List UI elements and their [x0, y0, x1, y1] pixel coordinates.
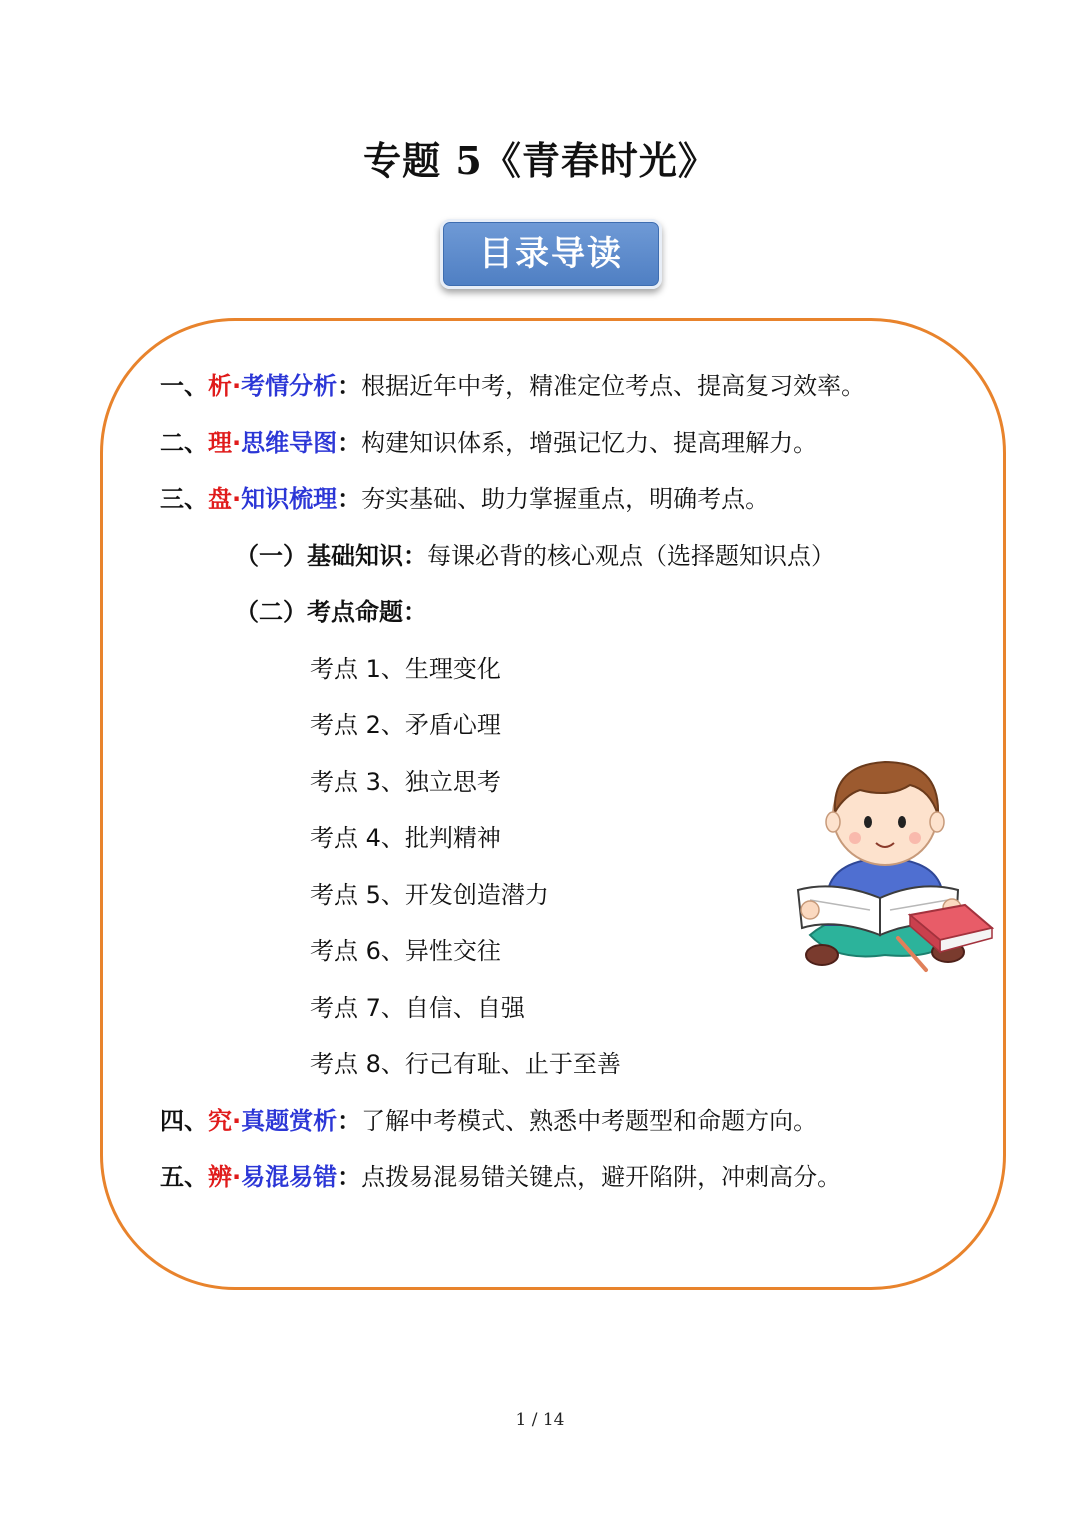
section-2-desc: 构建知识体系，增强记忆力、提高理解力。	[361, 429, 818, 457]
section-2-num: 二、	[160, 429, 208, 457]
section-1-key: 析	[208, 372, 232, 400]
section-1-desc: 根据近年中考，精准定位考点、提高复习效率。	[361, 372, 866, 400]
section-3-desc: 夯实基础、助力掌握重点，明确考点。	[361, 485, 770, 513]
section-2-colon: ：	[337, 429, 362, 457]
kaodian-item: 考点 8、行己有耻、止于至善	[310, 1050, 621, 1078]
section-4-num: 四、	[160, 1107, 208, 1135]
section-5-desc: 点拨易混易错关键点，避开陷阱，冲刺高分。	[361, 1163, 842, 1191]
section-5-name: 易混易错	[241, 1163, 338, 1191]
section-3	[160, 483, 769, 515]
section-4	[160, 1105, 817, 1137]
section-4-desc: 了解中考模式、熟悉中考题型和命题方向。	[361, 1107, 818, 1135]
kaodian-item: 考点 4、批判精神	[310, 824, 501, 852]
section-2-key: 理	[208, 429, 232, 457]
section-3-name: 知识梳理	[241, 485, 338, 513]
section-5-colon: ：	[337, 1163, 362, 1191]
kaodian-item: 考点 6、异性交往	[310, 937, 501, 965]
section-4-key: 究	[208, 1107, 232, 1135]
kaodian-item: 考点 1、生理变化	[310, 655, 501, 683]
toc-badge: 目录导读	[440, 219, 662, 289]
sub-item-2-label: （二）考点命题：	[235, 598, 427, 626]
section-4-dot: ·	[232, 1107, 242, 1135]
kaodian-item: 考点 2、矛盾心理	[310, 711, 501, 739]
section-2-dot: ·	[232, 429, 242, 457]
kaodian-item: 考点 5、开发创造潜力	[310, 881, 549, 909]
reading-boy-illustration	[780, 740, 995, 975]
section-1-name: 考情分析	[241, 372, 338, 400]
section-5-num: 五、	[160, 1163, 208, 1191]
section-3-dot: ·	[232, 485, 242, 513]
page-title: 专题 5《青春时光》	[363, 138, 717, 183]
section-5-key: 辨	[208, 1163, 232, 1191]
page-number: 1 / 14	[515, 1410, 565, 1430]
kaodian-item: 考点 3、独立思考	[310, 768, 501, 796]
section-1-num: 一、	[160, 372, 208, 400]
section-4-name: 真题赏析	[241, 1107, 338, 1135]
section-3-num: 三、	[160, 485, 208, 513]
section-4-colon: ：	[337, 1107, 362, 1135]
section-1-dot: ·	[232, 372, 242, 400]
section-1-colon: ：	[337, 372, 362, 400]
section-3-key: 盘	[208, 485, 232, 513]
sub-item-1	[235, 540, 835, 572]
section-2	[160, 427, 817, 459]
kaodian-item: 考点 7、自信、自强	[310, 994, 525, 1022]
section-1	[160, 370, 865, 402]
section-5	[160, 1161, 841, 1193]
sub-item-2	[235, 596, 427, 628]
sub-item-1-desc: 每课必背的核心观点（选择题知识点）	[427, 542, 835, 570]
section-3-colon: ：	[337, 485, 362, 513]
section-5-dot: ·	[232, 1163, 242, 1191]
section-2-name: 思维导图	[241, 429, 338, 457]
sub-item-1-label: （一）基础知识：	[235, 542, 427, 570]
